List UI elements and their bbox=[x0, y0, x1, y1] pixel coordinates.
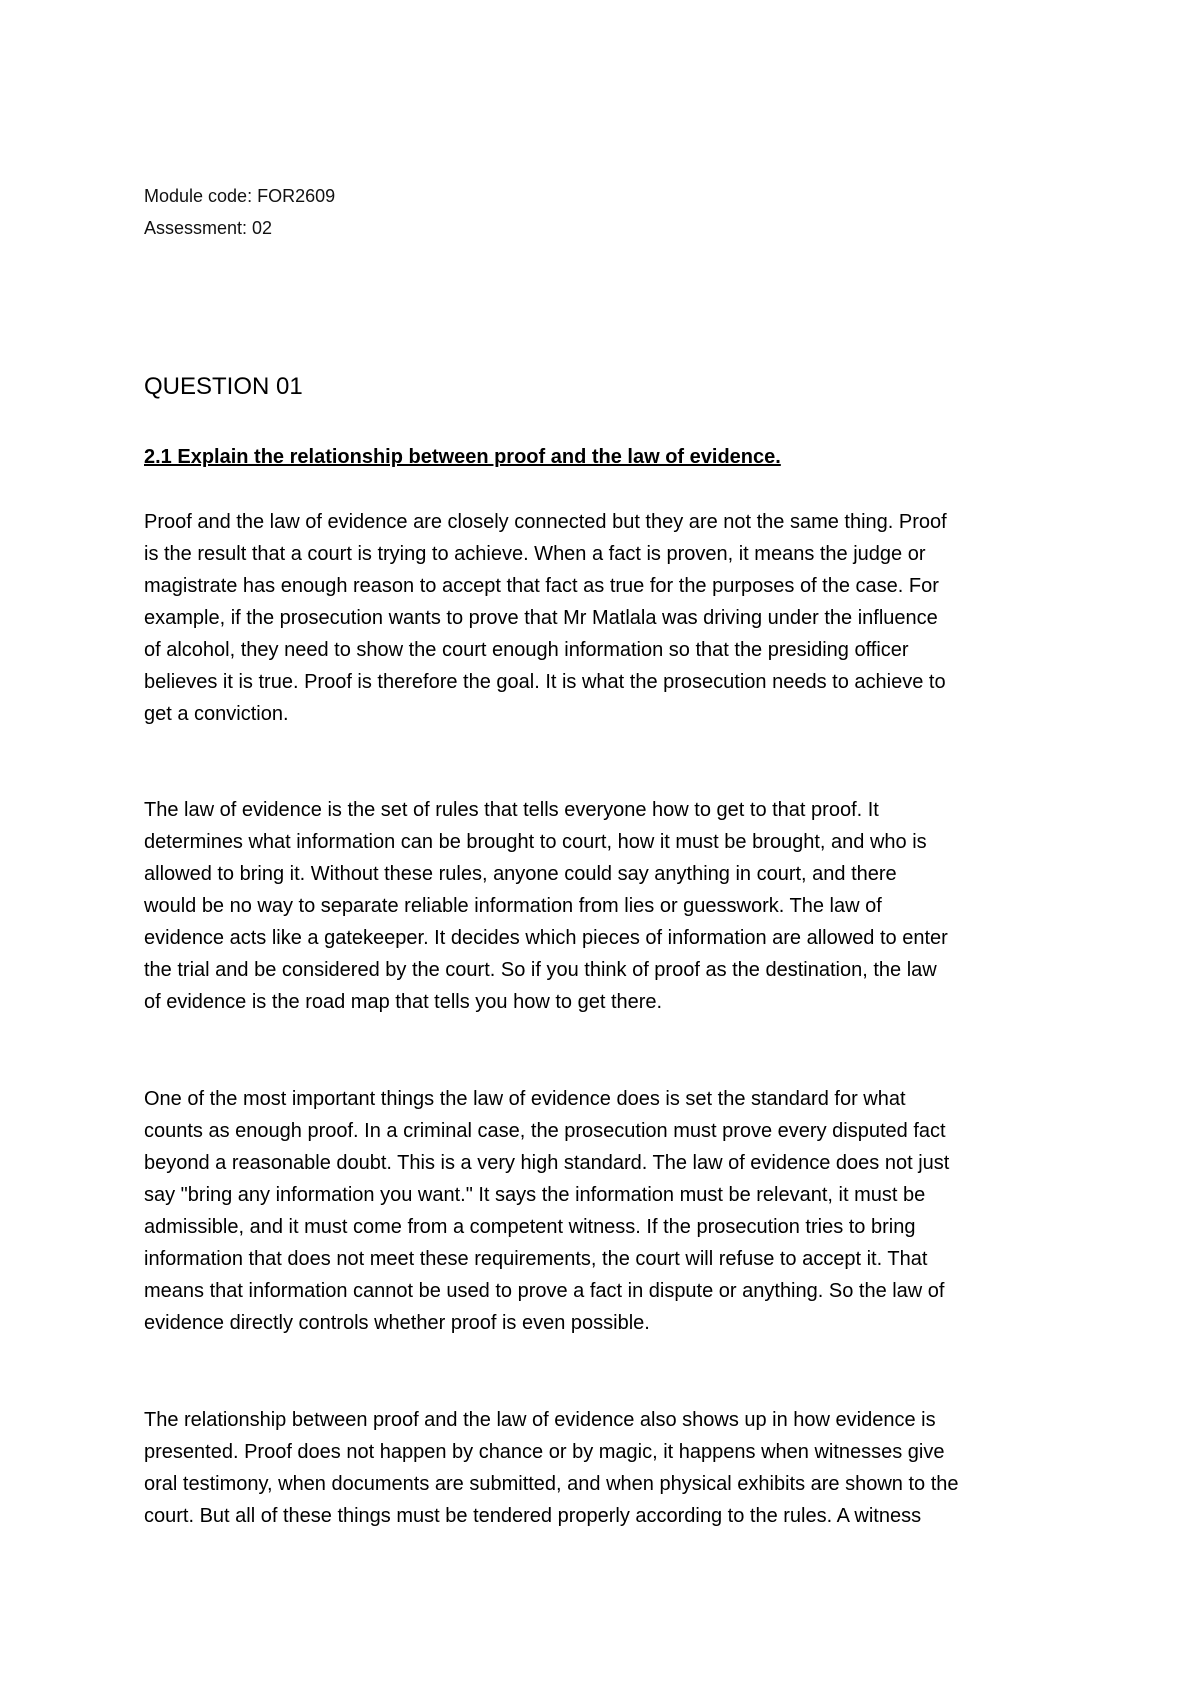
text-line: counts as enough proof. In a criminal case, the prosecution must prove every disputed fact bbox=[144, 1120, 946, 1142]
paragraph-4 bbox=[144, 1404, 1074, 1532]
question-subheading: 2.1 Explain the relationship between proof and the law of evidence. bbox=[144, 446, 781, 468]
text-line: The relationship between proof and the law of evidence also shows up in how evidence is bbox=[144, 1409, 936, 1431]
text-line: the trial and be considered by the court. So if you think of proof as the destination, the law bbox=[144, 959, 937, 981]
text-line: of evidence is the road map that tells you how to get there. bbox=[144, 991, 663, 1013]
paragraph-1 bbox=[144, 506, 1074, 730]
document-header bbox=[144, 180, 335, 244]
text-line: would be no way to separate reliable information from lies or guesswork. The law of bbox=[144, 895, 882, 917]
text-line: believes it is true. Proof is therefore the goal. It is what the prosecution needs to achieve to bbox=[144, 671, 946, 693]
assessment-number: Assessment: 02 bbox=[144, 218, 273, 238]
text-line: Proof and the law of evidence are closely connected but they are not the same thing. Proof bbox=[144, 511, 947, 533]
text-line: The law of evidence is the set of rules that tells everyone how to get to that proof. It bbox=[144, 799, 879, 821]
text-line: get a conviction. bbox=[144, 703, 289, 725]
text-line: determines what information can be brought to court, how it must be brought, and who is bbox=[144, 831, 927, 853]
text-line: evidence directly controls whether proof is even possible. bbox=[144, 1312, 650, 1334]
text-line: allowed to bring it. Without these rules, anyone could say anything in court, and there bbox=[144, 863, 897, 885]
text-line: example, if the prosecution wants to prove that Mr Matlala was driving under the influence bbox=[144, 607, 938, 629]
text-line: evidence acts like a gatekeeper. It decides which pieces of information are allowed to enter bbox=[144, 927, 948, 949]
text-line: admissible, and it must come from a competent witness. If the prosecution tries to bring bbox=[144, 1216, 916, 1238]
text-line: oral testimony, when documents are submitted, and when physical exhibits are shown to the bbox=[144, 1473, 959, 1495]
text-line: of alcohol, they need to show the court enough information so that the presiding officer bbox=[144, 639, 909, 661]
question-title: QUESTION 01 bbox=[144, 373, 303, 400]
text-line: say "bring any information you want." It says the information must be relevant, it must be bbox=[144, 1184, 926, 1206]
text-line: One of the most important things the law of evidence does is set the standard for what bbox=[144, 1088, 906, 1110]
paragraph-3 bbox=[144, 1083, 1074, 1339]
text-line: court. But all of these things must be tendered properly according to the rules. A witness bbox=[144, 1505, 922, 1527]
text-line: information that does not meet these requirements, the court will refuse to accept it. That bbox=[144, 1248, 928, 1270]
text-line: is the result that a court is trying to achieve. When a fact is proven, it means the judge or bbox=[144, 543, 926, 565]
text-line: magistrate has enough reason to accept that fact as true for the purposes of the case. For bbox=[144, 575, 939, 597]
text-line: beyond a reasonable doubt. This is a very high standard. The law of evidence does not just bbox=[144, 1152, 950, 1174]
module-code: Module code: FOR2609 bbox=[144, 186, 336, 206]
text-line: means that information cannot be used to prove a fact in dispute or anything. So the law of bbox=[144, 1280, 945, 1302]
text-line: presented. Proof does not happen by chance or by magic, it happens when witnesses give bbox=[144, 1441, 945, 1463]
paragraph-2 bbox=[144, 794, 1074, 1018]
